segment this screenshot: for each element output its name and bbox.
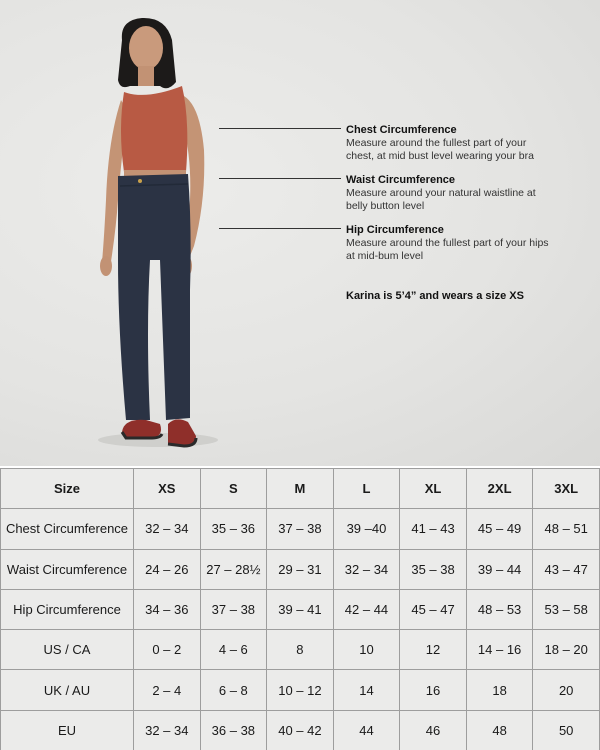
- crop-top: [121, 86, 187, 172]
- table-cell: 44: [333, 710, 400, 750]
- chest-note-title: Chest Circumference: [346, 124, 457, 136]
- table-cell: 20: [533, 670, 600, 710]
- table-row: [1, 509, 600, 549]
- header-cell: Size: [1, 469, 134, 509]
- table-header-row: [1, 469, 600, 509]
- waist-note-body: Measure around your natural waistline at belly button level: [346, 187, 536, 212]
- row-label: Hip Circumference: [1, 589, 134, 629]
- table-cell: 50: [533, 710, 600, 750]
- table-cell: 16: [400, 670, 467, 710]
- model-size-note: Karina is 5’4” and wears a size XS: [346, 290, 524, 302]
- hip-note-body: Measure around the fullest part of your hips at mid-bum level: [346, 237, 549, 262]
- table-cell: 43 – 47: [533, 549, 600, 589]
- neck: [138, 66, 154, 86]
- header-cell: 2XL: [466, 469, 533, 509]
- waist-note: [346, 173, 576, 213]
- table-cell: 18 – 20: [533, 630, 600, 670]
- row-label: EU: [1, 710, 134, 750]
- header-cell: L: [333, 469, 400, 509]
- row-label: UK / AU: [1, 670, 134, 710]
- table-row: [1, 710, 600, 750]
- size-chart-table: [0, 468, 600, 750]
- table-cell: 53 – 58: [533, 589, 600, 629]
- header-cell: 3XL: [533, 469, 600, 509]
- table-row: [1, 630, 600, 670]
- table-cell: 46: [400, 710, 467, 750]
- table-cell: 0 – 2: [134, 630, 201, 670]
- table-cell: 36 – 38: [200, 710, 267, 750]
- waist-guide-line: [219, 178, 341, 179]
- table-cell: 12: [400, 630, 467, 670]
- button: [138, 179, 142, 183]
- table-cell: 39 – 41: [267, 589, 334, 629]
- table-cell: 35 – 36: [200, 509, 267, 549]
- row-label: Chest Circumference: [1, 509, 134, 549]
- table-cell: 6 – 8: [200, 670, 267, 710]
- header-cell: XL: [400, 469, 467, 509]
- table-cell: 45 – 49: [466, 509, 533, 549]
- table-cell: 14: [333, 670, 400, 710]
- header-cell: M: [267, 469, 334, 509]
- table-cell: 2 – 4: [134, 670, 201, 710]
- table-cell: 8: [267, 630, 334, 670]
- left-hand: [100, 256, 112, 276]
- left-shoe: [122, 420, 161, 438]
- table-cell: 48 – 53: [466, 589, 533, 629]
- table-cell: 37 – 38: [200, 589, 267, 629]
- header-cell: S: [200, 469, 267, 509]
- table-cell: 35 – 38: [400, 549, 467, 589]
- table-row: [1, 549, 600, 589]
- table-cell: 48: [466, 710, 533, 750]
- table-cell: 42 – 44: [333, 589, 400, 629]
- table-row: [1, 589, 600, 629]
- chest-note: [346, 123, 576, 163]
- table-row: [1, 670, 600, 710]
- table-cell: 14 – 16: [466, 630, 533, 670]
- table-cell: 34 – 36: [134, 589, 201, 629]
- table-cell: 48 – 51: [533, 509, 600, 549]
- table-cell: 18: [466, 670, 533, 710]
- right-shoe: [168, 419, 196, 446]
- table-cell: 27 – 28½: [200, 549, 267, 589]
- table-cell: 29 – 31: [267, 549, 334, 589]
- chest-guide-line: [219, 128, 341, 129]
- pants: [118, 174, 191, 420]
- hip-guide-line: [219, 228, 341, 229]
- table-cell: 45 – 47: [400, 589, 467, 629]
- table-cell: 10 – 12: [267, 670, 334, 710]
- hip-note: [346, 223, 576, 263]
- table-cell: 39 –40: [333, 509, 400, 549]
- table-cell: 24 – 26: [134, 549, 201, 589]
- table-cell: 39 – 44: [466, 549, 533, 589]
- header-cell: XS: [134, 469, 201, 509]
- table-cell: 32 – 34: [134, 509, 201, 549]
- table-cell: 4 – 6: [200, 630, 267, 670]
- waist-note-title: Waist Circumference: [346, 174, 456, 186]
- chest-note-body: Measure around the fullest part of your chest, at mid bust level wearing your bra: [346, 137, 534, 162]
- face: [129, 26, 163, 70]
- table-cell: 41 – 43: [400, 509, 467, 549]
- table-cell: 40 – 42: [267, 710, 334, 750]
- row-label: US / CA: [1, 630, 134, 670]
- table-cell: 32 – 34: [333, 549, 400, 589]
- table-cell: 32 – 34: [134, 710, 201, 750]
- table-cell: 37 – 38: [267, 509, 334, 549]
- row-label: Waist Circumference: [1, 549, 134, 589]
- hip-note-title: Hip Circumference: [346, 224, 444, 236]
- table-cell: 10: [333, 630, 400, 670]
